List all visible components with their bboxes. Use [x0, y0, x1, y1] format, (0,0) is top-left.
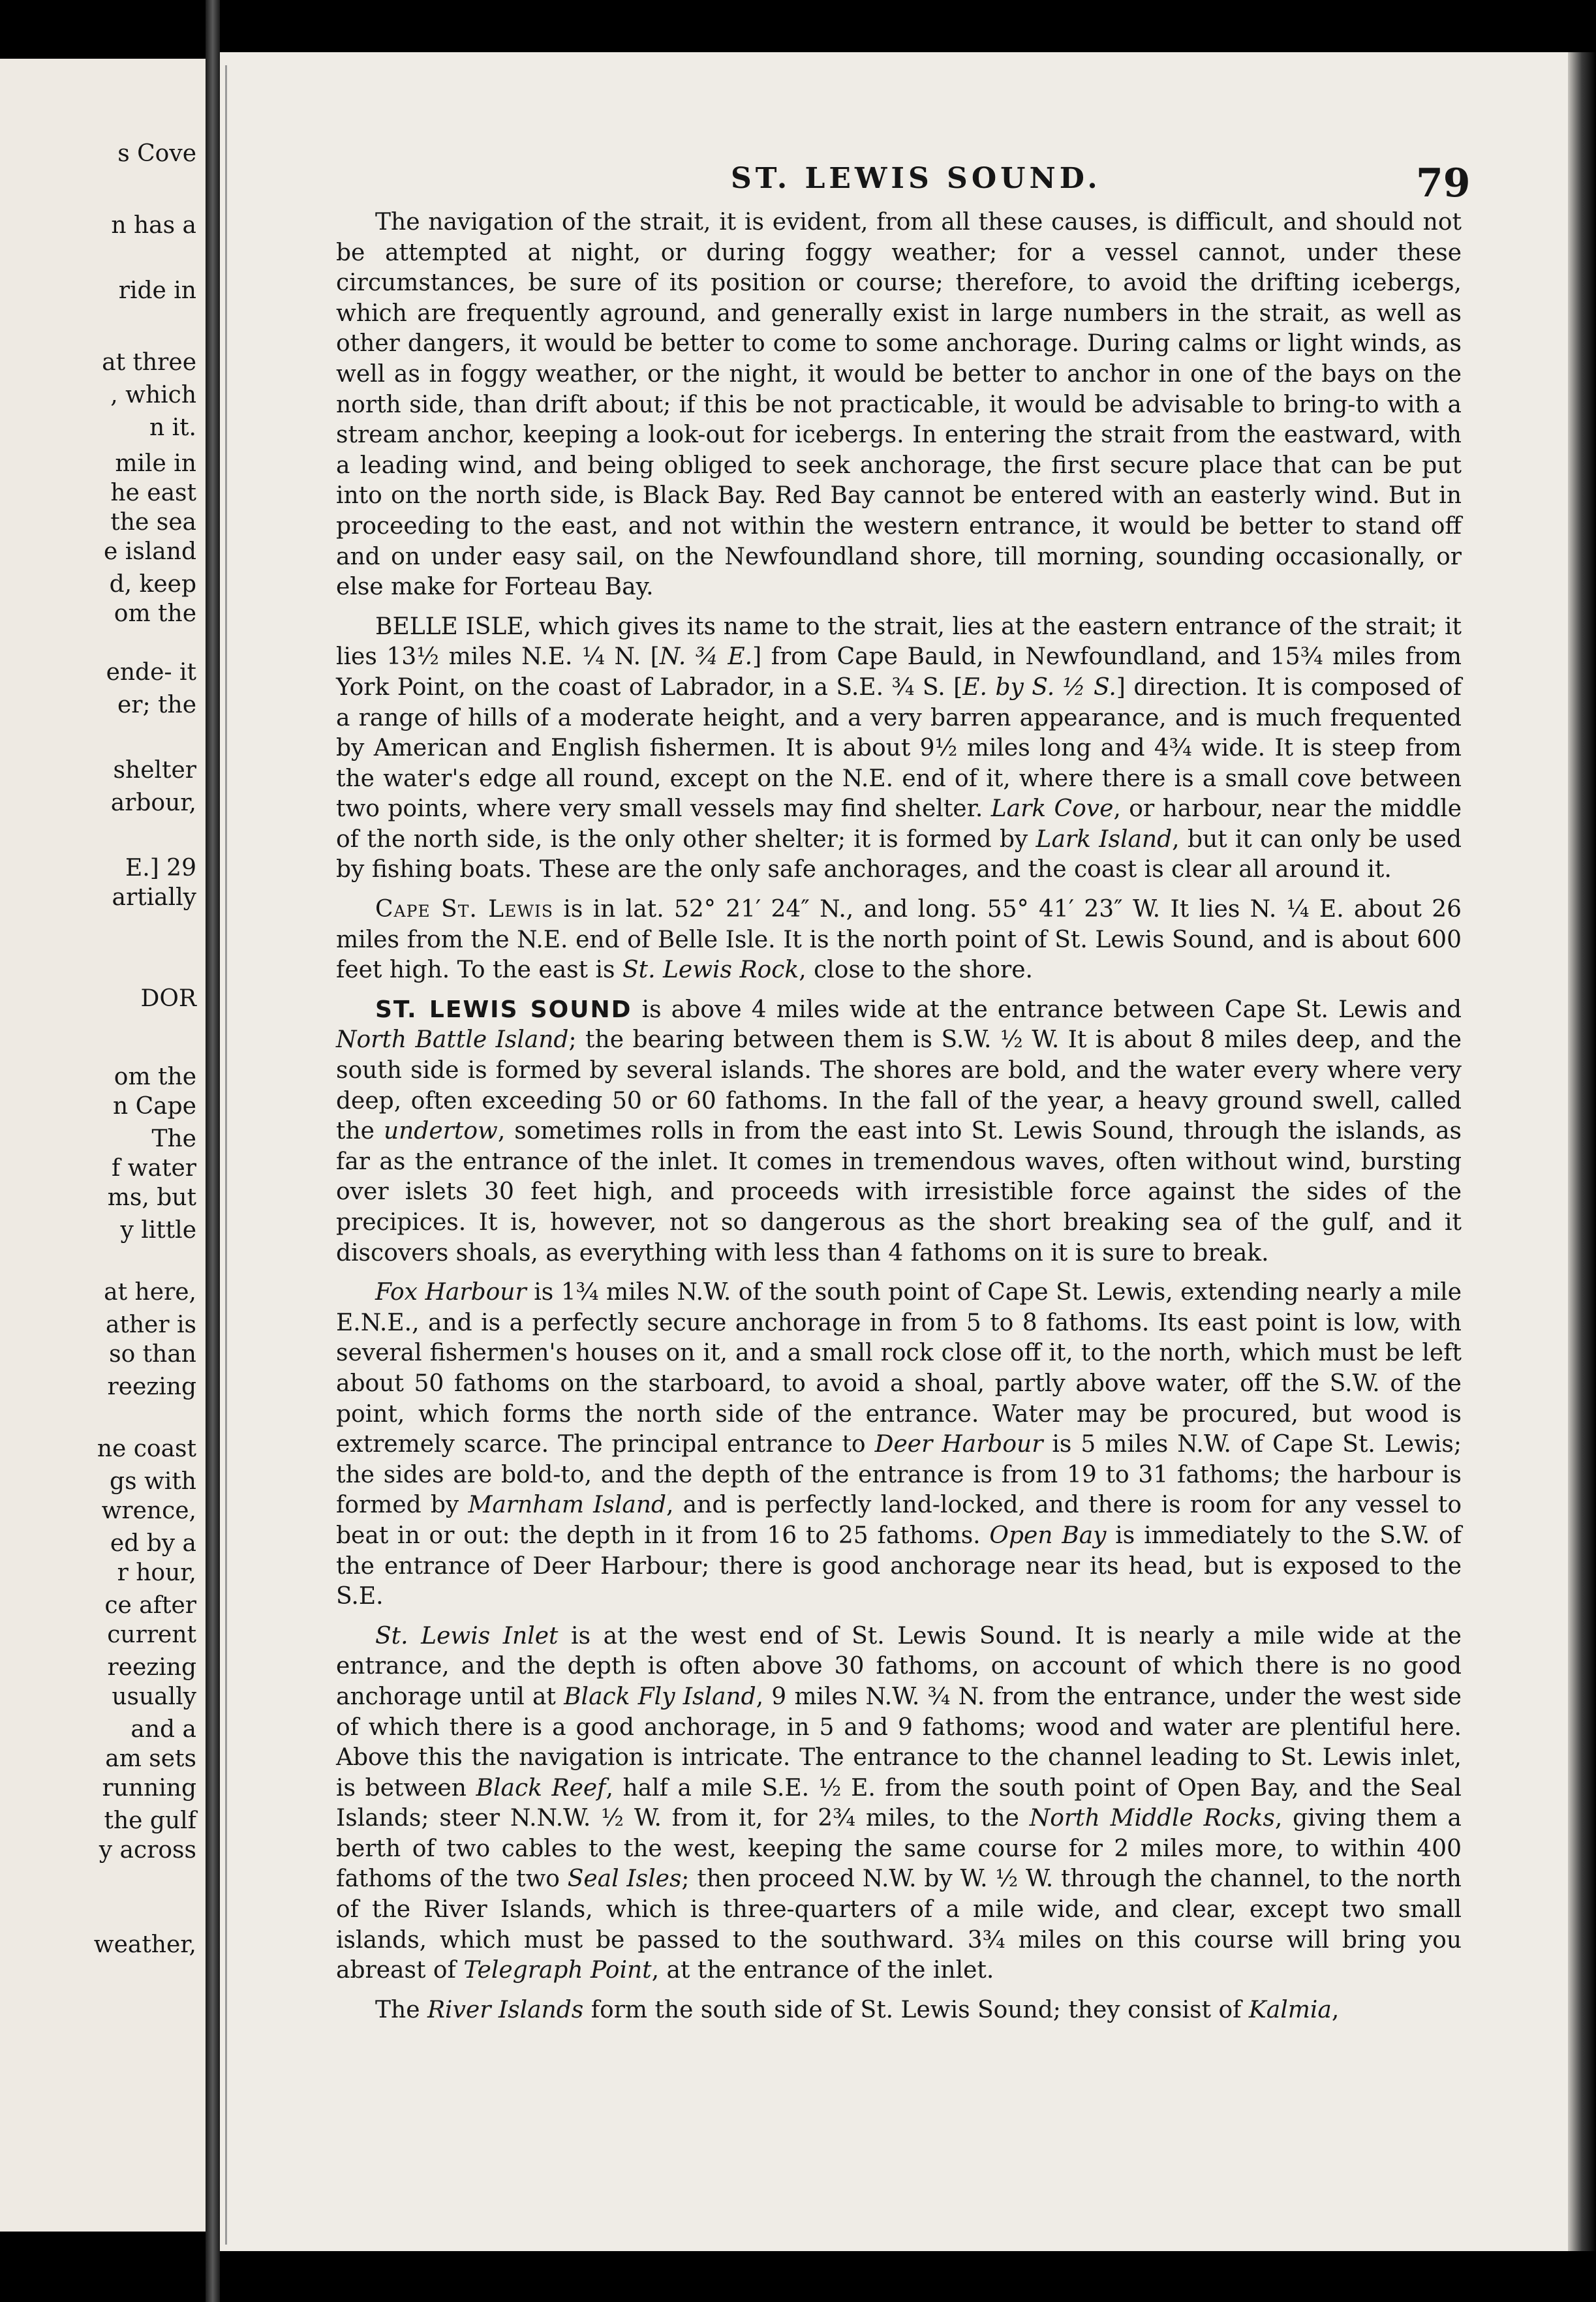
text-run: St. Lewis Inlet [375, 1622, 559, 1650]
facing-page-line: f water [111, 1155, 196, 1182]
facing-page-line: the sea [110, 509, 196, 536]
paragraph-p2 [336, 612, 1462, 885]
facing-page-line: y across [99, 1837, 196, 1864]
facing-page-line: arbour, [110, 790, 196, 816]
text-run: , sometimes rolls in from the east into St. Lewis Sound, through the islands, as far as the entrance of the inlet. It comes in tremendous waves, often without wind, bursting over islets 30 feet high, and proceeds with irresistible force against the sides of the precipices. It is, however, not so dangerous as the short breaking sea of the gulf, and it discovers shoals, as everything with less than 4 fathoms on it is sure to break. [336, 1118, 1462, 1266]
text-run: Open Bay [989, 1522, 1107, 1549]
facing-page-line: ather is [105, 1312, 196, 1338]
text-run: is at the west end of St. Lewis Sound. It is nearly a mile wide at the entrance, and the depth is often above 30 fathoms, on account of which there is no good anchorage until at [336, 1622, 1462, 1710]
text-run: North Middle Rocks [1029, 1805, 1275, 1832]
facing-page-line: er; the [117, 692, 196, 718]
facing-page-line: s Cove [117, 140, 196, 167]
facing-page-line: n it. [149, 414, 196, 441]
text-run: ST. LEWIS SOUND [375, 996, 632, 1023]
facing-page-line: e island [104, 538, 196, 565]
text-run: Lark Cove [990, 795, 1114, 823]
text-run: Cape St. Lewis [375, 896, 554, 923]
page-edge-rule [225, 65, 227, 2245]
text-run: is 5 miles N.W. of Cape St. Lewis; the sides are bold-to, and the depth of the entrance is from 19 to 31 fathoms; the harbour is formed by [336, 1431, 1462, 1519]
text-run: E. by S. ½ S. [962, 673, 1116, 701]
facing-page-line: artially [112, 884, 196, 911]
paragraph-p5 [336, 1278, 1462, 1612]
paragraph-p7 [336, 1995, 1462, 2026]
facing-page-line: ms, but [107, 1184, 196, 1211]
facing-page-line: n Cape [113, 1093, 196, 1120]
facing-page-line: at here, [104, 1279, 196, 1306]
text-run: is above 4 miles wide at the entrance between Cape St. Lewis and [632, 996, 1462, 1023]
paragraph-p1 [336, 207, 1462, 603]
text-run: form the south side of St. Lewis Sound; they consist of [583, 1996, 1249, 2023]
text-run: , 9 miles N.W. ¾ N. from the entrance, under the west side of which there is a good anchorage, in 5 and 9 fathoms; wood and water are plentiful here. Above this the navigation is intricate. The entrance to the channel leading to St. Lewis inlet, is between [336, 1683, 1462, 1802]
text-run: is in lat. 52° 21′ 24″ N., and long. 55° 41′ 23″ W. It lies N. ¼ E. about 26 miles from the N.E. end of Belle Isle. It is the north point of St. Lewis Sound, and is about 600 feet high. To the east is [336, 896, 1462, 984]
facing-page-line: DOR [140, 985, 196, 1012]
facing-page-line: d, keep [109, 571, 196, 598]
facing-page-line: wrence, [101, 1497, 196, 1524]
facing-page-line: mile in [115, 450, 196, 477]
facing-page-line: r hour, [117, 1559, 196, 1586]
text-run: Telegraph Point [463, 1957, 652, 1984]
facing-page-line: running [102, 1775, 196, 1802]
text-run: , but it can only be used by fishing boats. These are the only safe anchorages, and the coast is clear all around it. [336, 825, 1462, 883]
text-run: , or harbour, near the middle of the north side, is the only other shelter; it is formed by [336, 795, 1462, 853]
facing-page-line: E.] 29 [125, 855, 196, 882]
facing-page-line: om the [114, 600, 196, 627]
text-run: , half a mile S.E. ½ E. from the south point of Open Bay, and the Seal Islands; steer N.N.W. ½ W. from it, for 2¾ miles, to the [336, 1774, 1462, 1832]
facing-page-line: ce after [104, 1592, 196, 1619]
book-gutter [206, 0, 220, 2302]
facing-page-line: ride in [118, 277, 196, 304]
paragraph-p4 [336, 995, 1462, 1268]
text-run: , close to the shore. [799, 957, 1033, 984]
facing-page-line: The [151, 1126, 196, 1152]
text-run: BELLE ISLE, which gives its name to the strait, lies at the eastern entrance of the strait; it lies 13½ miles N.E. ¼ N. [ [336, 613, 1462, 671]
page-number: 79 [1416, 161, 1471, 206]
text-run: ; the bearing between them is S.W. ½ W. It is about 8 miles deep, and the south side is formed by several islands. The shores are bold, and the water every where very deep, often exceeding 50 or 60 fathoms. In the fall of the year, a heavy ground swell, called the [336, 1026, 1462, 1145]
body-text [336, 207, 1462, 2034]
facing-page-line: so than [109, 1341, 196, 1368]
text-run: Black Fly Island [564, 1683, 756, 1710]
running-head: ST. LEWIS SOUND. [731, 162, 1101, 195]
paragraph-p6 [336, 1621, 1462, 1986]
text-run: , [1331, 1996, 1340, 2023]
facing-page-line: n has a [111, 212, 196, 239]
text-run: N. ¾ E. [659, 643, 753, 671]
text-run: Deer Harbour [874, 1431, 1043, 1458]
facing-page-line: om the [114, 1064, 196, 1090]
text-run: is 1¾ miles N.W. of the south point of Cape St. Lewis, extending nearly a mile E.N.E., and is a perfectly secure anchorage in from 5 to 8 fathoms. Its east point is low, with several fishermen's houses on it, and a small rock close off it, to the north, which must be left about 50 fathoms on the starboard, to avoid a shoal, partly above water, off the S.W. of the point, which forms the north side of the entrance. Water may be procured, but wood is extremely scarce. The principal entrance to [336, 1279, 1462, 1458]
text-run: undertow [383, 1118, 498, 1145]
facing-page-line: gs with [110, 1468, 196, 1495]
text-run: The [375, 1996, 427, 2023]
text-run: , and is perfectly land-locked, and there is room for any vessel to beat in or out: the depth in it from 16 to 25 fathoms. [336, 1492, 1462, 1549]
text-run: North Battle Island [336, 1026, 569, 1054]
facing-page-line: ne coast [97, 1435, 196, 1462]
facing-page-line: weather, [93, 1931, 196, 1958]
facing-page-fragment [0, 59, 206, 2232]
facing-page-line: ende- it [106, 659, 196, 686]
facing-page-line: shelter [113, 757, 196, 784]
facing-page-line: , which [110, 382, 196, 408]
page-right-shadow [1568, 52, 1596, 2251]
facing-page-line: current [107, 1621, 196, 1648]
text-run: , giving them a berth of two cables to the west, keeping the same course for 2 miles more, to within 400 fathoms of the two [336, 1805, 1462, 1893]
text-run: Fox Harbour [375, 1279, 527, 1306]
text-run: is immediately to the S.W. of the entrance of Deer Harbour; there is good anchorage near its head, but is exposed to the S.E. [336, 1522, 1462, 1610]
facing-page-line: usually [112, 1683, 196, 1710]
facing-page-line: at three [102, 349, 196, 376]
facing-page-line: he east [110, 480, 196, 506]
text-run: Black Reef [476, 1774, 606, 1802]
text-run: Kalmia [1248, 1996, 1332, 2023]
text-run: Seal Isles [567, 1865, 682, 1893]
facing-page-line: reezing [107, 1654, 196, 1681]
facing-page-line: y little [120, 1217, 196, 1244]
text-run: The navigation of the strait, it is evident, from all these causes, is difficult, and should not be attempted at night, or during foggy weather; for a vessel cannot, under these circumstances, be sure of its position or course; therefore, to avoid the drifting icebergs, which are frequently aground, and generally exist in large numbers in the strait, as well as other dangers, it would be better to come to some anchorage. During calms or light winds, as well as in foggy weather, or the night, it would be better to anchor in one of the bays on the north side, than drift about; if this be not practicable, it would be advisable to bring-to with a stream anchor, keeping a look-out for icebergs. In entering the strait from the eastward, with a leading wind, and being obliged to seek anchorage, the first secure place that can be put into on the north side, is Black Bay. Red Bay cannot be entered with an easterly wind. But in proceeding to the east, and not within the western entrance, it would be better to stand off and on under easy sail, on the Newfoundland shore, till morning, sounding occasionally, or else make for Forteau Bay. [336, 209, 1462, 601]
facing-page-line: the gulf [104, 1807, 196, 1834]
facing-page-line: ed by a [110, 1530, 196, 1557]
facing-page-line: and a [130, 1716, 196, 1743]
facing-page-line: reezing [107, 1374, 196, 1400]
text-run: St. Lewis Rock [622, 957, 799, 984]
text-run: Marnham Island [468, 1492, 667, 1519]
paragraph-p3 [336, 895, 1462, 986]
text-run: River Islands [427, 1996, 584, 2023]
text-run: ; then proceed N.W. by W. ½ W. through the channel, to the north of the River Islands, which is three-quarters of a mile wide, and clear, except two small islands, which must be passed to the southward. 3¾ miles on this course will bring you abreast of [336, 1865, 1462, 1984]
facing-page-line: am sets [105, 1745, 196, 1772]
text-run: ] direction. It is composed of a range of hills of a moderate height, and a very barren appearance, and is much frequented by American and English fishermen. It is about 9½ miles long and 4¾ wide. It is steep from the water's edge all round, except on the N.E. end of it, where there is a small cove between two points, where very small vessels may find shelter. [336, 673, 1462, 823]
text-run: , at the entrance of the inlet. [651, 1957, 994, 1984]
text-run: ] from Cape Bauld, in Newfoundland, and 15¾ miles from York Point, on the coast of Labrador, in a S.E. ¾ S. [ [336, 643, 1462, 701]
text-run: Lark Island [1036, 825, 1173, 853]
